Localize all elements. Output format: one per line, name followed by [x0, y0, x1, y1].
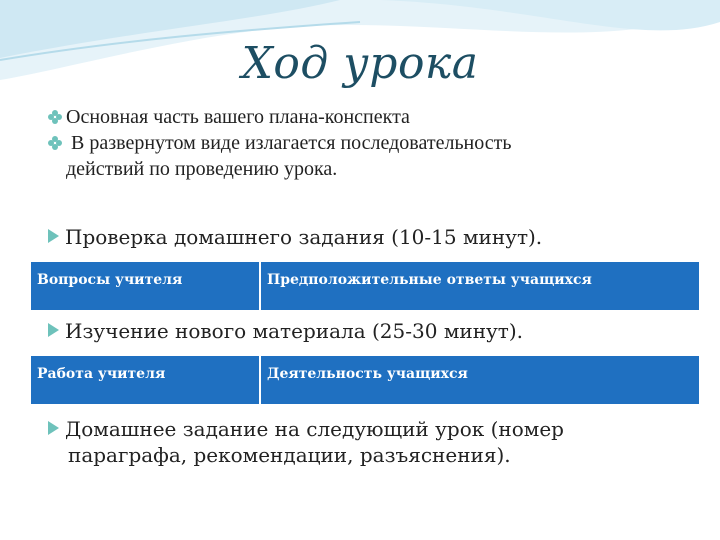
intro-bullets [48, 104, 688, 182]
step-text-continuation: параграфа, рекомендации, разъяснения). [68, 443, 511, 467]
table-header-cell: Деятельность учащихся [261, 356, 699, 404]
table-homework-check [31, 262, 699, 310]
table-header-cell: Предположительные ответы учащихся [261, 262, 699, 310]
step-new-material [48, 318, 688, 344]
step-text: Домашнее задание на следующий урок (номер [65, 417, 564, 441]
bullet-text: Основная часть вашего плана-конспекта [66, 106, 410, 128]
bullet-text: В развернутом виде излагается последовательность [71, 132, 512, 154]
step-homework-check [48, 224, 688, 250]
step-next-homework [48, 416, 688, 468]
table-header-cell: Работа учителя [31, 356, 261, 404]
bullet-icon [48, 110, 62, 124]
table-header-cell: Вопросы учителя [31, 262, 261, 310]
arrow-bullet-icon [48, 323, 59, 337]
slide-title: Ход урока [241, 38, 479, 89]
table-new-material [31, 356, 699, 404]
step-text: Проверка домашнего задания (10-15 минут). [65, 225, 543, 249]
bullet-item [48, 104, 688, 130]
bullet-item [48, 130, 688, 156]
bullet-icon [48, 136, 62, 150]
arrow-bullet-icon [48, 421, 59, 435]
step-text: Изучение нового материала (25-30 минут). [65, 319, 524, 343]
bullet-continuation: действий по проведению урока. [66, 158, 338, 180]
arrow-bullet-icon [48, 229, 59, 243]
